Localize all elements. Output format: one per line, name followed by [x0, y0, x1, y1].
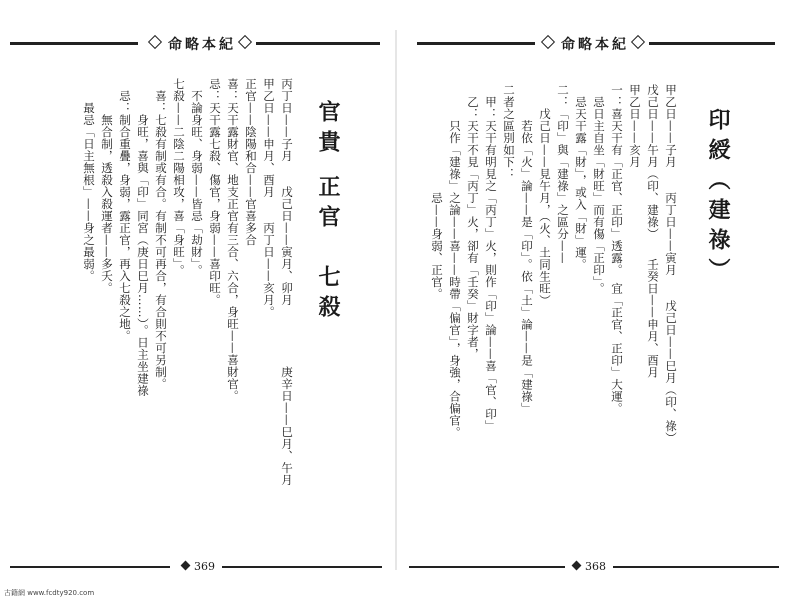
running-title: 命略本紀 [168, 37, 236, 53]
page-number: 368 [585, 560, 606, 573]
running-title: 命略本紀 [561, 37, 629, 53]
header-rule [649, 42, 775, 45]
text-line: 忌：制合重疊，身弱，露正官，再入七殺之地。 [118, 90, 132, 342]
text-line: 丙丁日——子月 戊己日——寅月、卯月 庚辛日——巳月、午月 [280, 78, 294, 486]
left-page [0, 0, 396, 603]
text-line: 忌天干露「財」，或入「財」運。 [574, 96, 588, 271]
text-line: 乙：天干不見「丙丁」火，卻有「壬癸」財字者， [466, 96, 480, 360]
text-line: 身旺，喜與「印」同宮（庚日巳月……）。日主坐建祿 [136, 114, 150, 397]
header-rule [10, 42, 138, 45]
section-heading-sub: 正官 七殺 [315, 175, 341, 325]
left-page-footer [0, 560, 396, 576]
footer-rule [10, 566, 170, 568]
ornament-icon [572, 561, 582, 571]
header-rule [417, 42, 535, 45]
footer-rule [222, 566, 382, 568]
ornament-icon [541, 35, 555, 49]
text-line: 一：喜天干有「正官、正印」透露。 宜「正官、正印」大運。 [610, 84, 624, 415]
text-line: 甲乙日——申月、酉月 丙丁日——亥月。 [262, 78, 276, 318]
text-line: 忌：天干露七殺、傷官，身弱——喜印旺。 [208, 78, 222, 306]
section-heading-main: 官貴 [315, 100, 341, 160]
text-line: 七殺——二陰二陽相攻，喜「身旺」。 [172, 78, 186, 277]
text-line: 戊己日——午月（印、建祿） 壬癸日——申月、酉月 [646, 84, 660, 379]
right-page-footer [397, 560, 793, 576]
text-line: 甲乙日——亥月 [628, 84, 642, 168]
text-line: 忌日主自坐「財旺」而有傷「正印」。 [592, 96, 606, 295]
ornament-icon [181, 561, 191, 571]
footer-rule [613, 566, 779, 568]
footer-rule [409, 566, 565, 568]
text-line: 不論身旺、身弱——皆忌「劫財」。 [190, 90, 204, 277]
text-line: 喜：天干露財官、地支正官有三合、六合，身旺——喜財官。 [226, 78, 240, 402]
text-line: 戊己日——見午月，（火、土同生旺） [538, 108, 552, 307]
left-page-header [0, 34, 396, 52]
section-heading: 印綬（建祿） [705, 108, 731, 288]
text-line: 若依「火」論——是「印」。依「土」論——是「建祿」 [520, 120, 534, 415]
ornament-icon [631, 35, 645, 49]
text-line: 喜：七殺有制或有合。有制不可再合，有合則不可另制。 [154, 90, 168, 390]
right-page [397, 0, 793, 603]
source-watermark: 古籍網 www.fcdty920.com [4, 589, 95, 597]
text-line: 無合制，透殺入殺運者——多夭。 [100, 114, 114, 294]
right-page-header [397, 34, 793, 52]
text-line: 忌——身弱、正官。 [430, 192, 444, 300]
header-rule [256, 42, 380, 45]
ornament-icon [238, 35, 252, 49]
text-line: 最忌「日主無根」——身之最弱。 [82, 102, 96, 282]
page-number: 369 [194, 560, 215, 573]
text-line: 二：「印」與「建祿」之區分—— [556, 84, 570, 264]
text-line: 二者之區別如下： [502, 84, 516, 180]
text-line: 甲：天干有明見之「丙丁」火，則作「印」論——喜「官、印」 [484, 96, 498, 432]
text-line: 只作「建祿」之論——喜——時帶「偏官」，身強，合偏官。 [448, 120, 462, 439]
ornament-icon [148, 35, 162, 49]
text-line: 甲乙日——子月 丙丁日——寅月 戊己日——巳月（印、祿） [664, 84, 678, 444]
text-line: 正官——陰陽和合——官喜多合 [244, 78, 258, 246]
